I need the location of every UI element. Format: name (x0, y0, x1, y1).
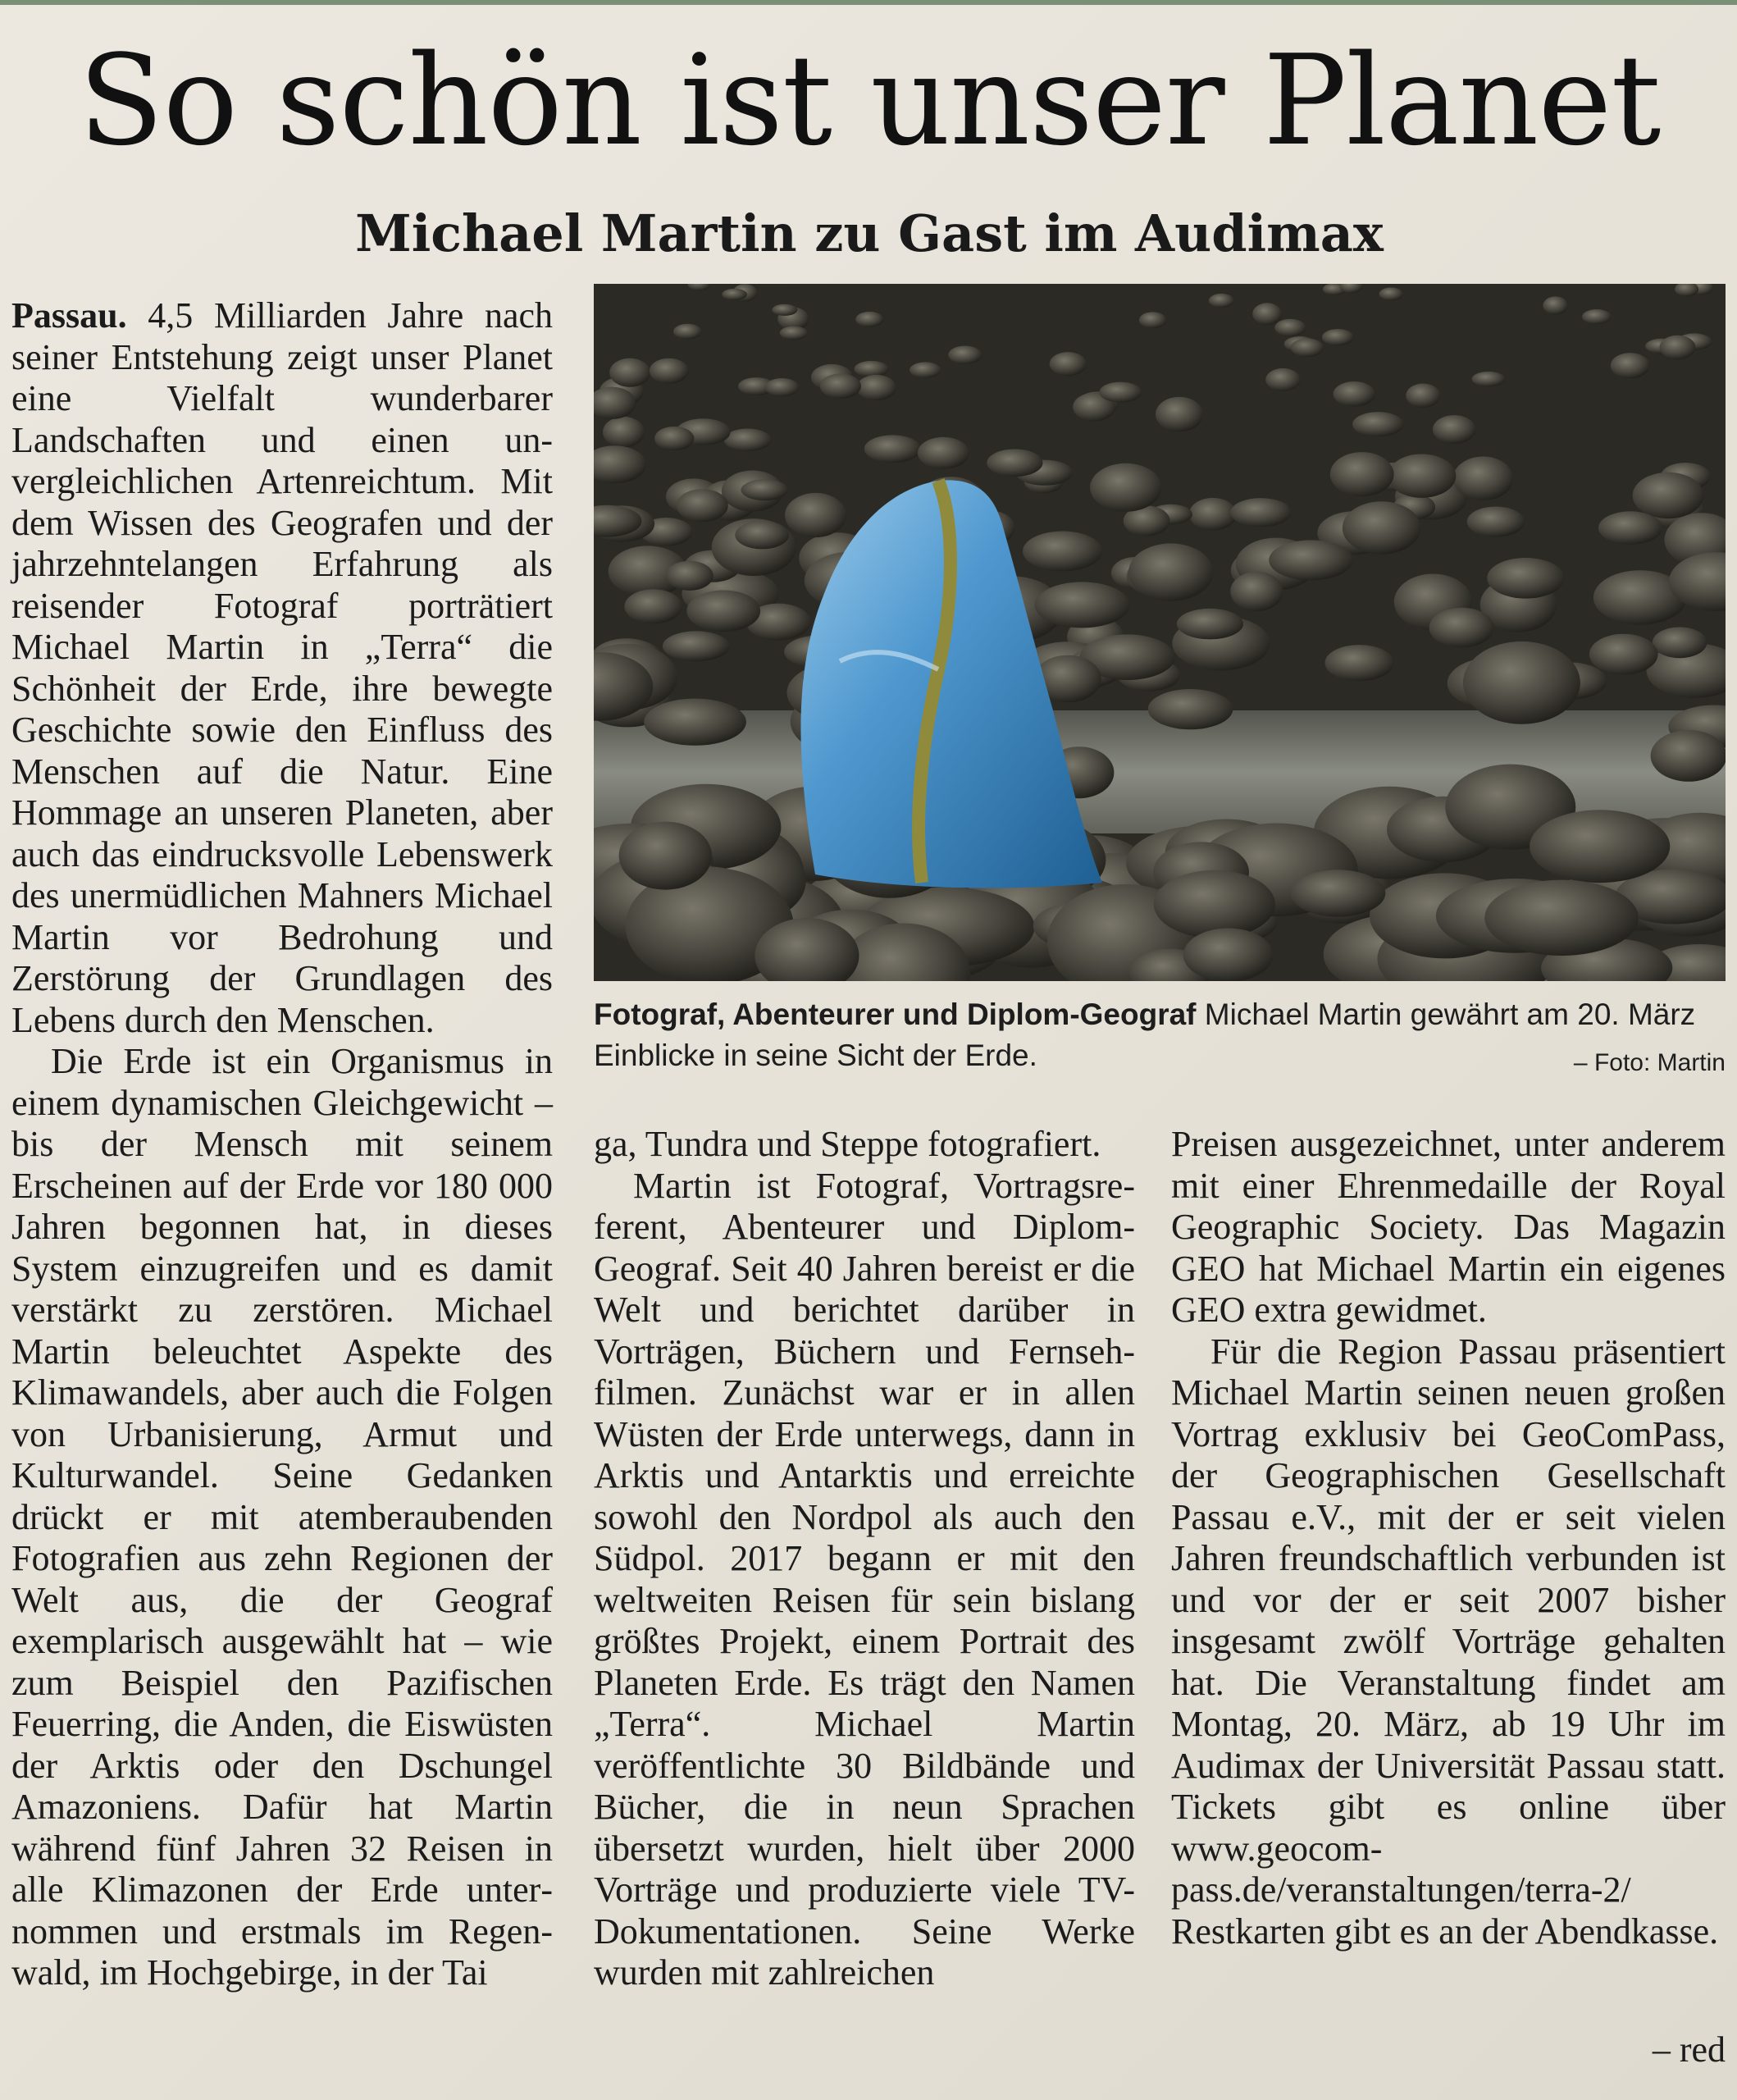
rock (1252, 303, 1282, 325)
rock (1379, 287, 1403, 300)
rock (1156, 397, 1203, 431)
rock (785, 493, 846, 537)
rock (735, 521, 789, 549)
paragraph-text: 4,5 Milliarden Jahre nach seiner Entstehung zeigt unser Planet eine Vielfalt wunderbarer Landschaften und einen unvergleichlichen Artenreichtum. Mit dem Wissen des Geografen und der jahrzehntelangen Erfahrung als reisender Fotograf porträtiert Michael Martin in „Terra“ die Schönheit der Erde, ihre bewegte Geschichte sowie den Einfluss des Menschen auf die Natur. Eine Hommage an unseren Planeten, aber auch das eindrucksvolle Lebenswerk des unermüdlichen Mahners Michael Martin vor Bedrohung und Zerstörung der Grundlagen des Lebens durch den Menschen. (11, 295, 554, 1040)
rock (654, 427, 694, 450)
rock (857, 375, 896, 400)
rock (1148, 689, 1233, 729)
rock (1050, 352, 1087, 376)
rock (644, 699, 746, 746)
article-column-1 (11, 295, 553, 1994)
rock (1183, 929, 1274, 982)
rock (1325, 645, 1394, 681)
rock (686, 591, 760, 632)
rock (1429, 608, 1494, 648)
rock (1660, 336, 1696, 359)
rock (1352, 412, 1404, 436)
caption-text: Michael Martin gewährt am 20. März Einblicke in seine Sicht der Erde. (594, 998, 1696, 1072)
rock (650, 358, 689, 384)
photo-credit: – Foto: Martin (1573, 1049, 1726, 1076)
top-border (0, 0, 1737, 5)
photo-image (594, 284, 1726, 981)
rock (624, 589, 682, 623)
rock (1530, 810, 1670, 883)
article-paragraph: ga, Tundra und Steppe fotografiert. (594, 1124, 1101, 1164)
rock (1154, 870, 1275, 938)
rock (1653, 627, 1707, 658)
headline: So schön ist unser Planet (78, 28, 1661, 173)
article-column-3 (1171, 1124, 1726, 1952)
article-paragraph: Martin ist Fotograf, Vortragsreferent, Abenteurer und Diplom-Geograf. Seit 40 Jahren bereist er die Welt und berichtet darüber in Vorträgen, Büchern und Fernsehfilmen. Zunächst war er in allen Wüsten der Erde unterwegs, dann in Arktis und Antarktis und erreichte sowohl den Nordpol als auch den Südpol. 2017 begann er mit den weltweiten Reisen für sein bislang größtes Projekt, einem Portrait des Planeten Erde. Es trägt den Namen „Terra“. Michael Martin veröffentlichte 30 Bildbände und Bücher, die in neun Sprachen übersetzt wurden, hielt über 2000 Vorträge und produzierte viele TV-Dokumentationen. Seine Werke wurden mit zahlreichen (594, 1165, 1135, 1993)
rock (855, 361, 889, 377)
rock (677, 489, 728, 522)
rock (663, 631, 730, 661)
rock (1035, 582, 1130, 628)
rock (1467, 507, 1525, 537)
rock (666, 561, 713, 591)
rock (1406, 384, 1440, 408)
article-paragraph: Preisen ausgezeichnet, unter anderem mit einer Ehrenmedaille der Royal Geographic Society. Das Magazin GEO hat Michael Martin ein eigenes GEO extra gewidmet. (1171, 1124, 1726, 1330)
rock (1582, 309, 1612, 324)
dateline: Passau. (11, 295, 127, 336)
rock (1334, 381, 1375, 407)
rock (724, 429, 772, 452)
rock (1090, 463, 1161, 512)
caption-lead: Fotograf, Abenteurer und Diplom-Geograf (594, 998, 1197, 1031)
rock (948, 346, 982, 364)
rock (1487, 558, 1564, 599)
rock (722, 289, 747, 300)
rock (1651, 730, 1726, 782)
rock (780, 326, 809, 340)
article-paragraph: Die Erde ist ein Organismus in einem dynamischen Gleichgewicht – bis der Mensch mit seinem Erscheinen auf der Erde vor 180 000 Jahren begonnen hat, in dieses System einzugreifen und es damit verstärkt zu zerstören. Michael Martin beleuchtet Aspekte des Klimawandels, aber auch die Folgen von Urbanisierung, Armut und Kulturwandel. Seine Gedanken drückt er mit atemberaubenden Fotografien aus zehn Regionen der Welt aus, die der Geograf exemplarisch ausgewählt hat – wie zum Beispiel den Pazifischen Feuerring, die Anden, die Eiswüsten der Arktis oder den Dschungel Amazoniens. Dafür hat Martin während fünf Jahren 32 Reisen in alle Klimazonen der Erde unternommen und erstmals im Regenwald, im Hochgebirge, in der Tai (11, 1041, 553, 1993)
rock (1388, 454, 1456, 498)
rock (1209, 294, 1234, 308)
rock (1322, 329, 1354, 345)
article-paragraph: Für die Region Passau präsentiert Michael Martin seinen neuen großen Vortrag exklusiv bei GeoComPass, der Geographischen Gesellschaft Passau e.V., mit der er seit vielen Jahren freundschaftlich verbunden ist und vor der er seit 2007 bisher insgesamt zwölf Vorträge gehalten hat. Die Veranstaltung findet am Montag, 20. März, ab 19 Uhr im Audimax der Universität Passau statt. Tickets gibt es online über www.geocompass.de/veranstaltungen/terra-2/ Restkarten gibt es an der Abendkasse. (1171, 1331, 1726, 1952)
rock (1433, 415, 1476, 444)
rock (855, 312, 883, 327)
rock (1598, 511, 1662, 544)
rock (1230, 498, 1291, 527)
rock (609, 358, 650, 387)
rock (1189, 498, 1237, 531)
rock (1472, 372, 1506, 386)
rock (1343, 501, 1421, 554)
rock (1484, 880, 1639, 956)
rock (987, 449, 1042, 477)
rock (772, 304, 797, 316)
rock (603, 417, 645, 448)
rock (1611, 353, 1650, 378)
article-paragraph (11, 295, 553, 1041)
rock (1128, 543, 1213, 600)
rock (820, 373, 861, 399)
rock (765, 378, 800, 396)
rock (1330, 452, 1394, 496)
rock (1589, 634, 1658, 675)
rock (1177, 609, 1243, 640)
author-sign: – red (1652, 2029, 1726, 2070)
rock (918, 437, 969, 469)
rock (1543, 296, 1567, 314)
rock (1291, 870, 1386, 916)
rock (741, 479, 788, 500)
rock (1269, 540, 1352, 580)
article-photo (594, 284, 1726, 981)
rock (1023, 532, 1102, 572)
rock (1139, 312, 1167, 328)
rock (1633, 472, 1704, 518)
rock (1230, 572, 1283, 611)
rock (910, 362, 941, 377)
rock (864, 435, 921, 463)
rock (1274, 319, 1306, 336)
rock (673, 324, 702, 340)
subheadline: Michael Martin zu Gast im Audimax (355, 203, 1384, 263)
rock (619, 822, 712, 890)
rock (1265, 368, 1301, 391)
article-column-2 (594, 1124, 1135, 1994)
rock (1291, 339, 1324, 358)
rock (1453, 457, 1513, 500)
rock (1099, 382, 1142, 403)
rock (1463, 641, 1580, 724)
